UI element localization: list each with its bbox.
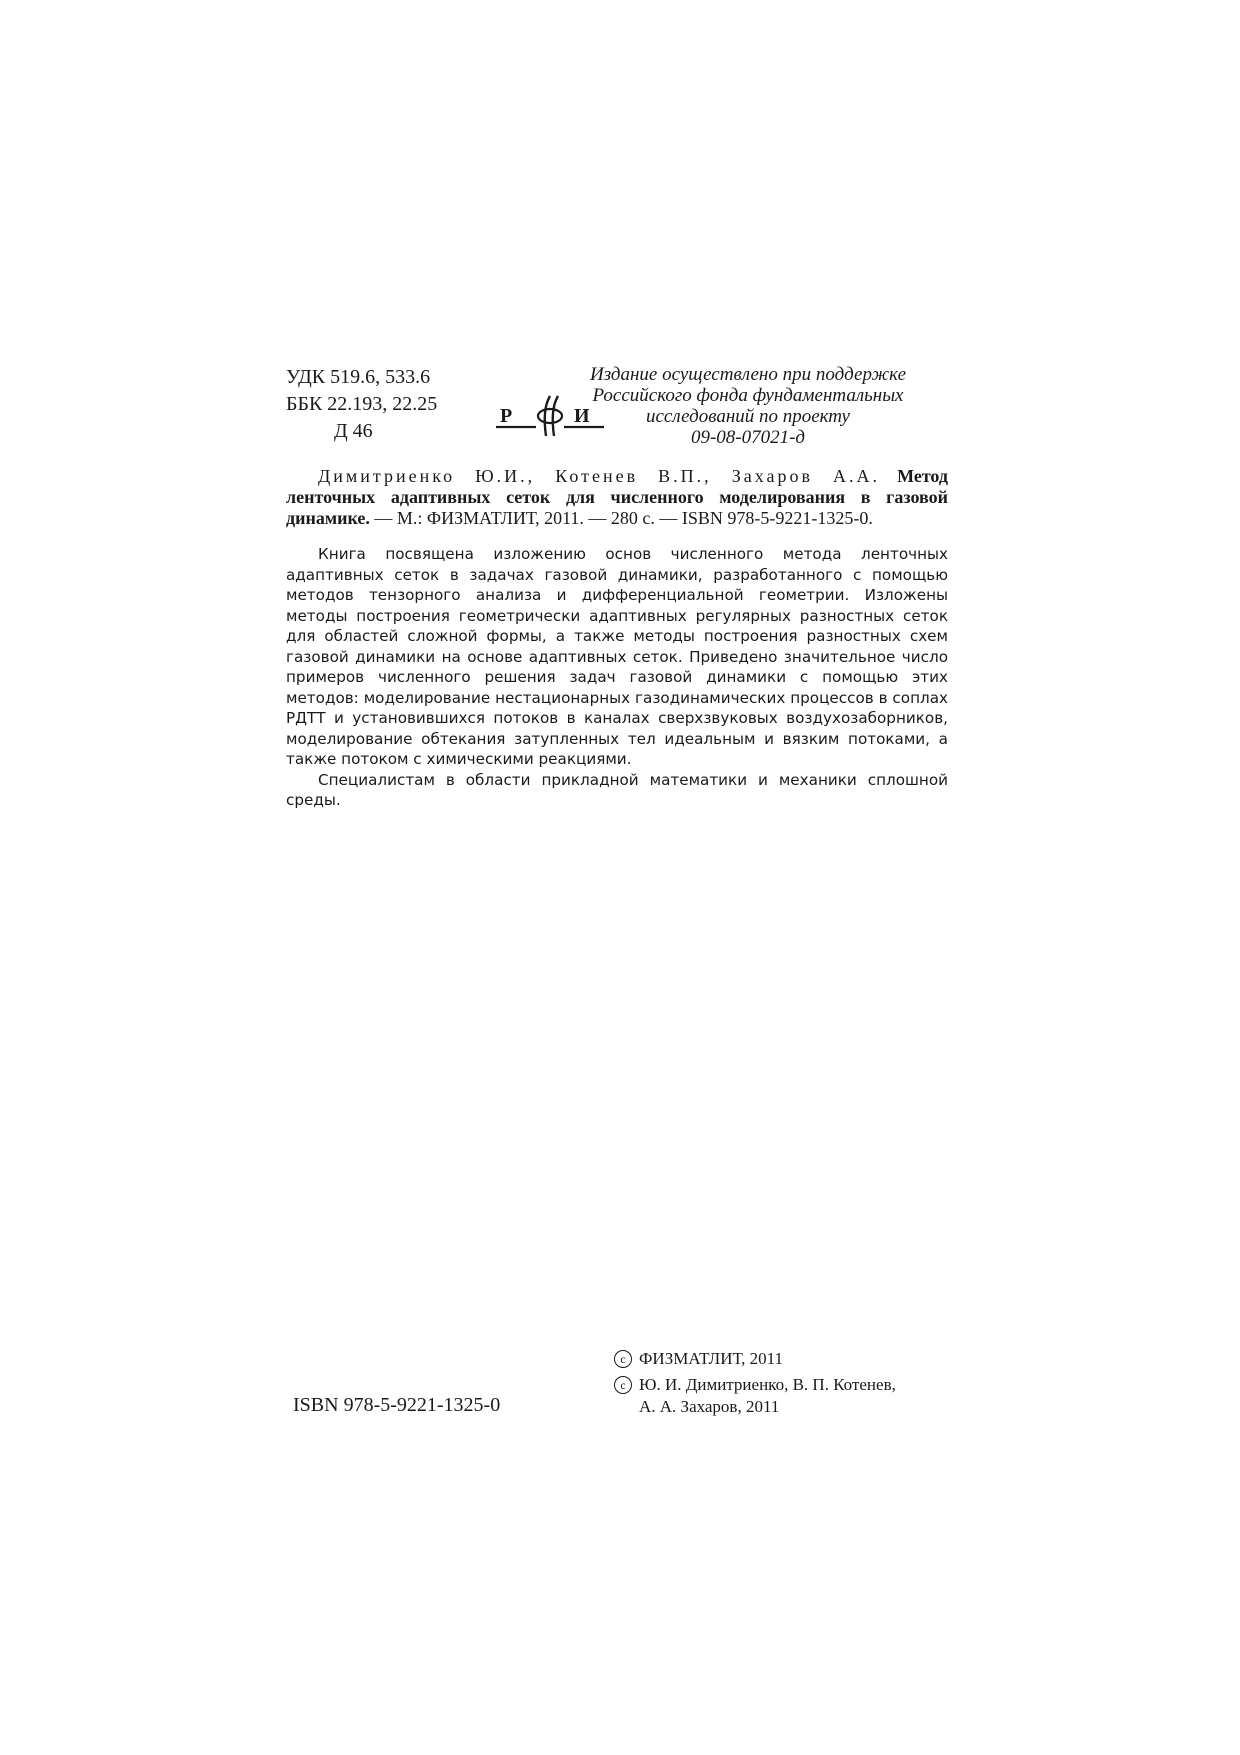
authors: Димитриенко Ю.И., Котенев В.П., Захаров А.А. (318, 466, 881, 486)
annotation-paragraph: Книга посвящена изложению основ численного метода ленточных адаптивных сеток в задачах газовой динамики, разработанного с помощью методов тензорного анализа и дифференциальной геометрии. Изложены методы построения геометрически адаптивных регулярных разностных сеток для областей сложной формы, а также методы построения разностных схем газовой динамики на основе адаптивных сеток. Приведено значительное число примеров численного решения задач газовой динамики с помощью этих методов: моделирование нестационарных газодинамических процессов в соплах РДТТ и установившихся потоков в каналах сверхзвуковых воздухозаборников, моделирование обтекания затупленных тел идеальным и вязким потоками, а также потоком с химическими реакциями. (286, 545, 948, 768)
audience-paragraph: Специалистам в области прикладной математики и механики сплошной среды. (286, 770, 948, 809)
funding-line-2: Российского фонда фундаментальных (592, 385, 904, 406)
logo-letter-r: Р (500, 405, 513, 427)
logo-letter-i: И (574, 405, 590, 427)
bbk-code: ББК 22.193, 22.25 (286, 393, 438, 415)
bibliographic-record (286, 466, 948, 529)
funding-line-3: исследований по проекту (646, 406, 850, 427)
copyright-block (614, 1348, 896, 1418)
publisher-copyright-text: ФИЗМАТЛИТ, 2011 (639, 1349, 784, 1368)
copyright-authors (614, 1374, 896, 1418)
udk-code: УДК 519.6, 533.6 (286, 366, 431, 388)
imprint: — М.: ФИЗМАТЛИТ, 2011. — 280 с. — ISBN 978-5-9221-1325-0. (374, 508, 873, 528)
copyright-icon: c (614, 1376, 632, 1394)
funding-line-1: Издание осуществлено при поддержке (589, 364, 907, 385)
author-mark: Д 46 (334, 420, 373, 442)
isbn: ISBN 978-5-9221-1325-0 (293, 1394, 501, 1416)
authors-copyright-line-2: А. А. Захаров, 2011 (639, 1397, 780, 1416)
annotation (286, 544, 948, 811)
copyright-icon: c (614, 1350, 632, 1368)
book-title: Метод ленточных адаптивных сеток для численного моделирования в газовой динамике. (286, 466, 949, 528)
authors-copyright-line-1: Ю. И. Димитриенко, В. П. Котенев, (639, 1375, 896, 1394)
copyright-publisher (614, 1348, 896, 1370)
funding-note (548, 364, 948, 448)
project-number: 09-08-07021-д (690, 427, 806, 448)
classification-block (286, 364, 437, 445)
